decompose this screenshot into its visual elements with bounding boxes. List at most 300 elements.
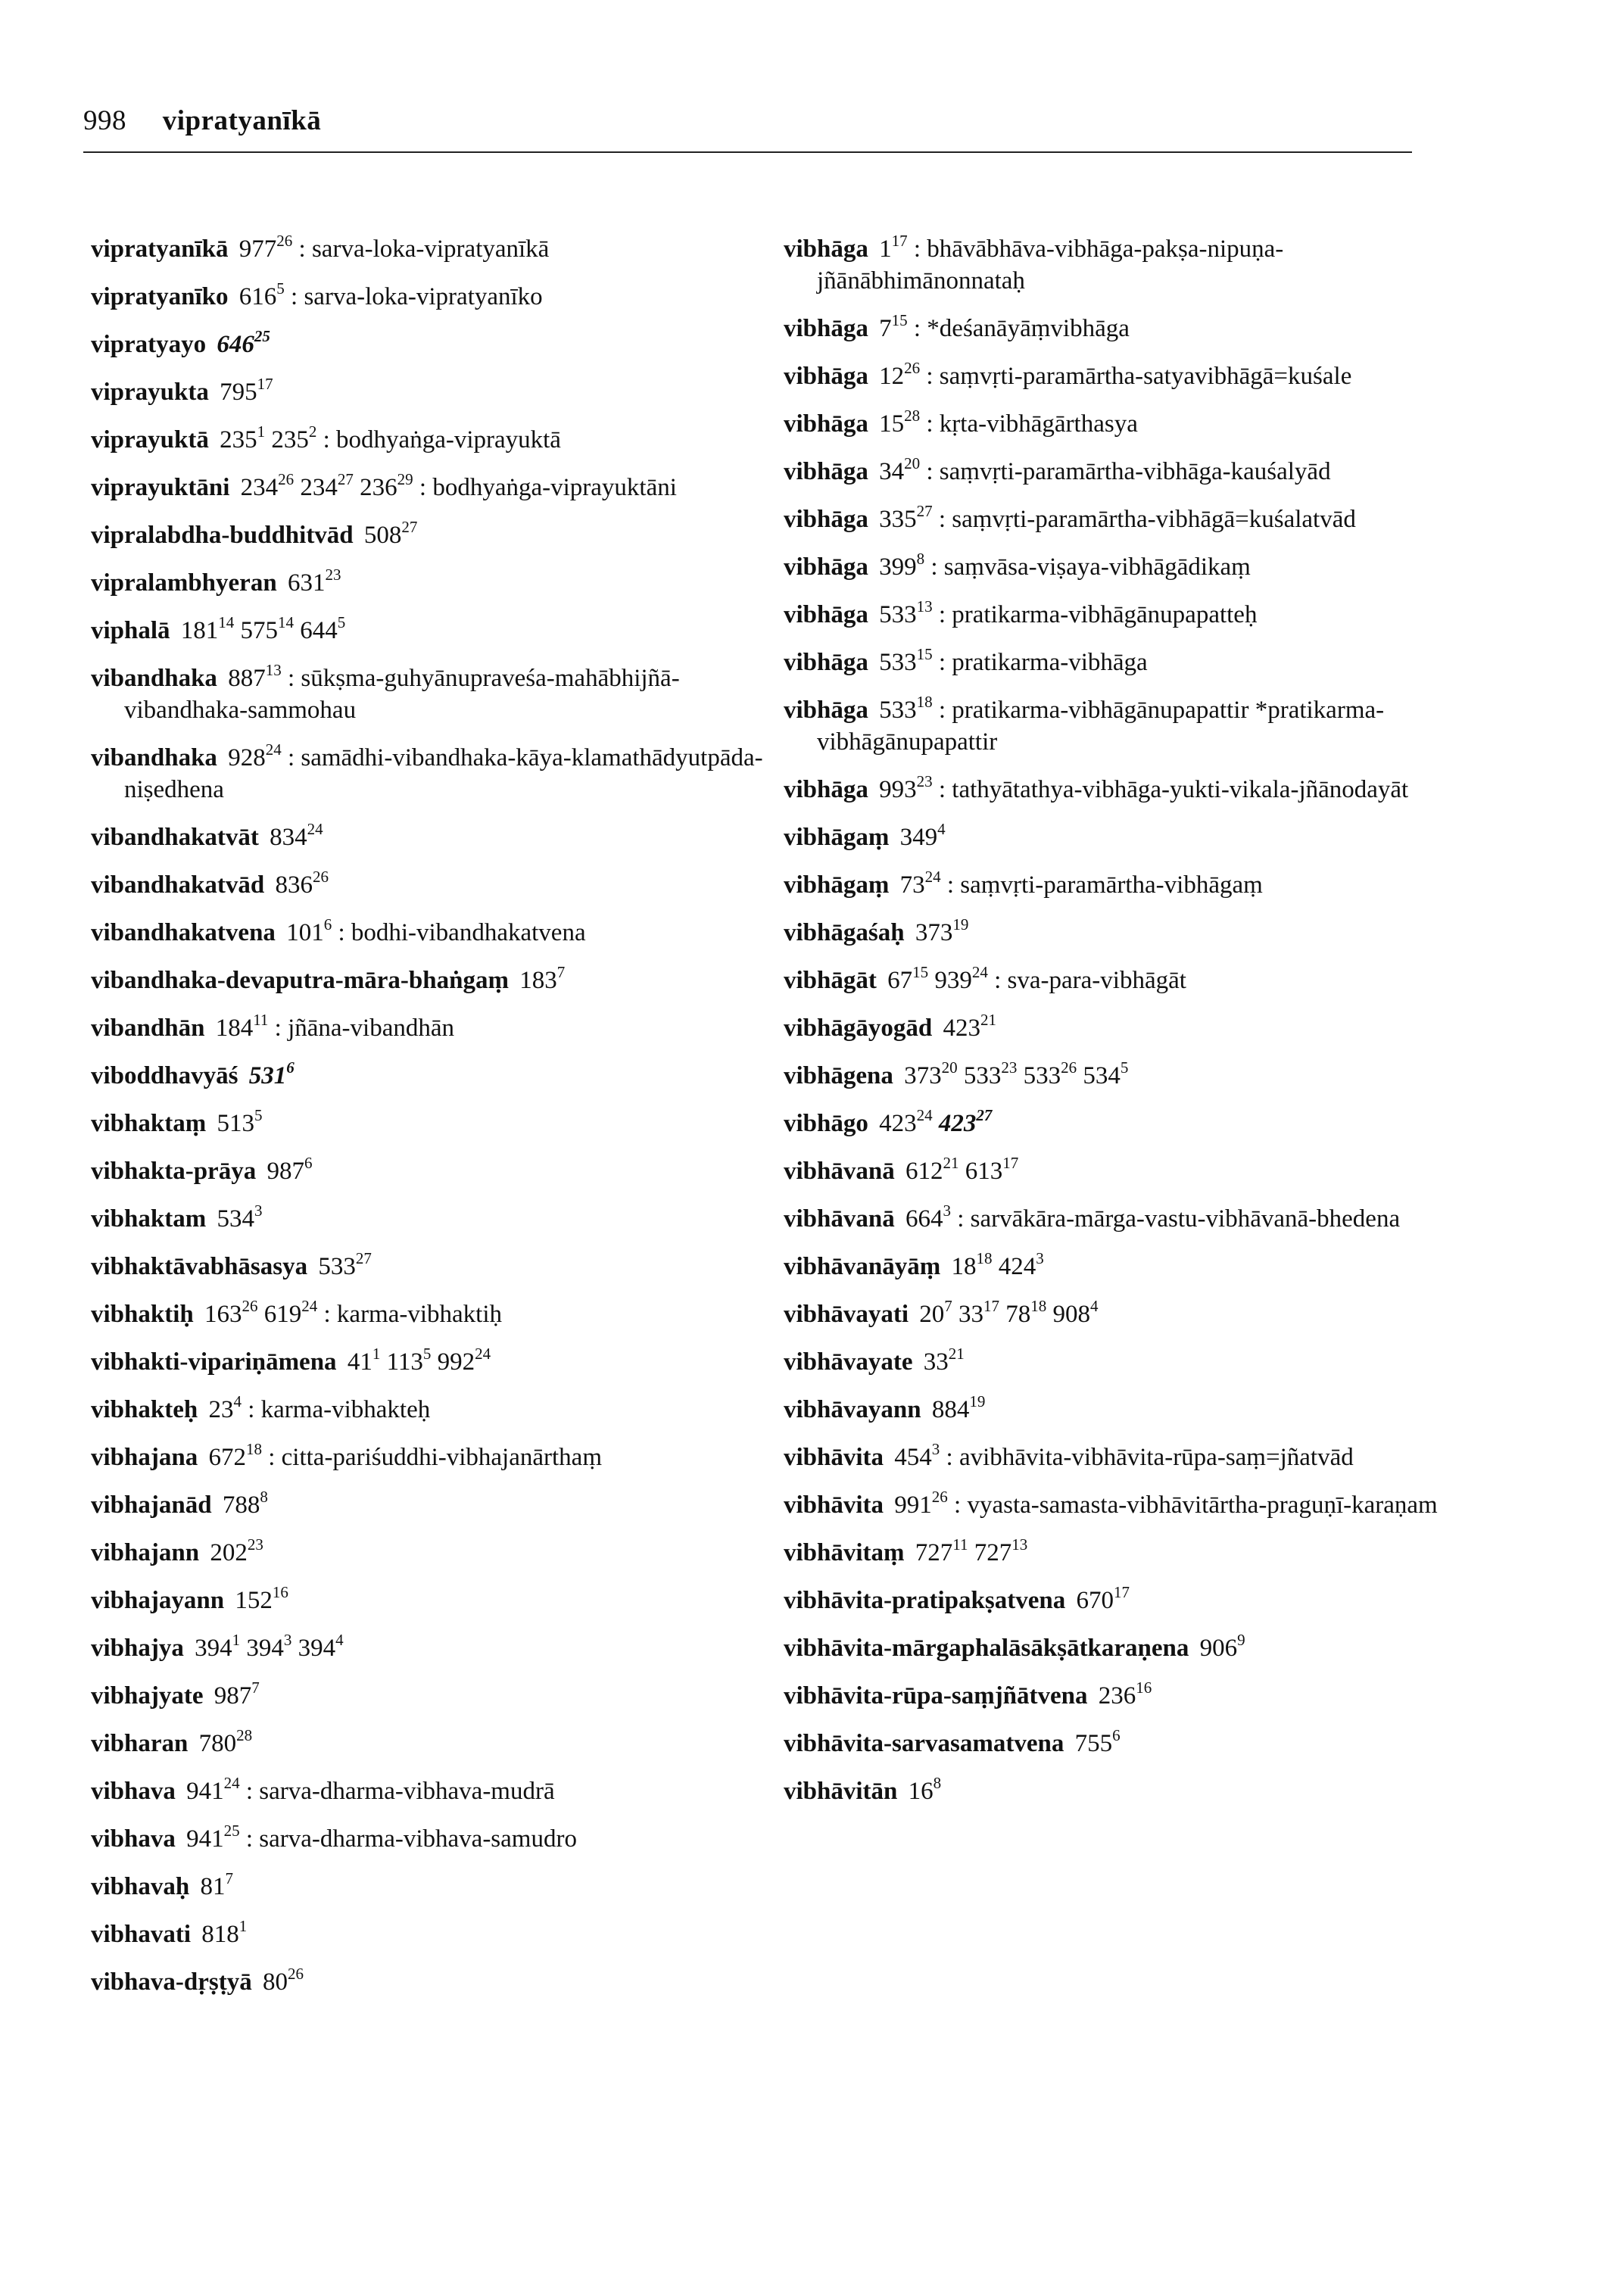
gloss: vyasta-samasta-vibhāvitārtha-praguṇī-karaṇam [967, 1491, 1438, 1519]
headword: vibhaktiḥ [91, 1301, 194, 1328]
reference [879, 772, 933, 803]
references [222, 661, 282, 692]
headword: vibhavaḥ [91, 1873, 190, 1900]
reference [899, 868, 941, 899]
index-entry: vibhāvita $991^{26}$ : vyasta-samasta-vibhāvitārtha-praguṇī-karaṇam [784, 1488, 1438, 1519]
reference-page: 101 [286, 919, 324, 946]
references [926, 1392, 986, 1423]
references [195, 1917, 248, 1948]
gloss: samādhi-vibandhaka-kāya-klamathādyutpāda-niṣedhena [124, 744, 763, 803]
reference [919, 1297, 952, 1328]
gloss: bodhi-vibandhakatvena [351, 919, 586, 946]
reference [208, 1392, 242, 1423]
references [233, 232, 293, 263]
reference-line: 26 [904, 359, 921, 377]
references [873, 645, 933, 676]
headword: vibhāvita-mārgaphalāsākṣātkaraṇena [784, 1635, 1189, 1662]
references [873, 502, 933, 533]
reference [215, 1011, 269, 1042]
references [909, 915, 969, 946]
reference-line: 27 [337, 470, 354, 488]
index-entry [91, 1489, 803, 1521]
index-entry [91, 1585, 803, 1616]
gloss: kṛta-vibhāgārthasya [939, 410, 1138, 438]
reference [238, 232, 293, 263]
headword: vibhāvita-rūpa-saṃjñātvena [784, 1682, 1088, 1710]
reference [363, 518, 418, 549]
headword: vibhava [91, 1825, 176, 1853]
reference-line: 24 [265, 740, 282, 759]
references [873, 311, 908, 342]
headword: viboddhavyāś [91, 1062, 238, 1089]
reference-page: 73 [899, 871, 925, 899]
references [192, 1726, 253, 1757]
reference-page: 23 [208, 1396, 234, 1423]
reference-line: 5 [276, 279, 285, 298]
reference [915, 1535, 968, 1566]
reference-page: 1 [879, 235, 892, 263]
references [873, 772, 933, 803]
headword: vibhāvitān [784, 1778, 898, 1805]
reference-line: 9 [1237, 1631, 1245, 1649]
gloss: sarvākāra-mārga-vastu-vibhāvanā-bhedena [970, 1205, 1401, 1233]
reference-page: 234 [240, 474, 279, 501]
index-entry: vibhāga $15^{28}$ : kṛta-vibhāgārthasya [784, 407, 1138, 438]
index-entry [784, 1394, 1465, 1426]
reference-line: 6 [323, 915, 332, 933]
headword: vibhāga [784, 697, 868, 724]
reference [220, 375, 273, 406]
reference-line: 6 [1112, 1726, 1121, 1744]
reference-page: 795 [220, 379, 257, 406]
index-entry [784, 1585, 1465, 1616]
reference-page: 67 [887, 967, 913, 994]
references [217, 1488, 268, 1519]
reference-line: 20 [904, 454, 921, 472]
reference-page: 399 [879, 553, 917, 581]
index-entry: vipratyanīkā $977^{26}$ : sarva-loka-vipratyanīkā [91, 232, 550, 263]
gloss: saṃvṛti-paramārtha-satyavibhāgā=kuśale [939, 363, 1352, 390]
references [873, 454, 921, 485]
reference [934, 963, 988, 994]
headword: vibhāvita [784, 1491, 884, 1519]
headword: viprayuktāni [91, 474, 230, 501]
reference-page: 612 [905, 1158, 943, 1185]
reference [894, 1440, 940, 1471]
references [180, 1822, 240, 1853]
headword: vibhāvanā [784, 1205, 895, 1233]
reference [201, 1917, 248, 1948]
reference-line: 7 [556, 963, 566, 981]
gloss: sarva-loka-vipratyanīko [304, 283, 543, 310]
reference [198, 1726, 253, 1757]
headword: vibhāga [784, 458, 868, 485]
headword: vibandhakatvena [91, 919, 276, 946]
reference [1083, 1058, 1129, 1089]
index-entry: viprayuktā $235^1$ $235^2$ : bodhyaṅga-viprayuktā [91, 422, 561, 454]
reference [240, 613, 295, 644]
gloss: sarva-dharma-vibhava-mudrā [259, 1778, 555, 1805]
reference-page: 184 [215, 1015, 254, 1042]
headword: vibandhaka-devaputra-māra-bhaṅgaṃ [91, 967, 509, 994]
reference-line: 28 [236, 1726, 253, 1744]
headword: vibhāgaṃ [784, 871, 890, 899]
reference [200, 1869, 233, 1900]
reference-page: 977 [238, 235, 277, 263]
reference-line: 4 [937, 820, 946, 838]
references [873, 407, 921, 438]
headword: vibhaktam [91, 1205, 207, 1233]
references [902, 1774, 942, 1805]
reference [879, 645, 933, 676]
reference [1005, 1297, 1047, 1328]
reference-page: 646 [217, 331, 254, 358]
reference-page: 534 [217, 1205, 254, 1233]
reference-page: 727 [974, 1539, 1012, 1566]
reference-line: 8 [260, 1488, 268, 1506]
headword: vibhāgaṃ [784, 824, 890, 851]
reference-page: 887 [228, 665, 266, 692]
reference-page: 235 [220, 426, 257, 454]
reference-page: 533 [879, 601, 917, 628]
reference-page: 373 [904, 1062, 942, 1089]
references [893, 820, 946, 851]
index-entry: vibhāvita $454^3$ : avibhāvita-vibhāvita-rūpa-saṃ=jñatvād [784, 1440, 1354, 1471]
reference [1052, 1297, 1099, 1328]
reference [267, 1154, 313, 1185]
references [180, 1774, 240, 1805]
references [873, 550, 925, 581]
reference-page: 18 [951, 1253, 977, 1280]
reference-page: 394 [298, 1635, 336, 1662]
reference [905, 1202, 951, 1233]
gloss: saṃvāsa-viṣaya-vibhāgādikaṃ [943, 553, 1251, 581]
index-entry: vibandhān $184^{11}$ : jñāna-vibandhān [91, 1011, 455, 1042]
headword: viphalā [91, 617, 170, 644]
headword: vibhāvanā [784, 1158, 895, 1185]
reference [951, 1249, 993, 1280]
references [209, 1011, 269, 1042]
headword: vibhavati [91, 1921, 192, 1948]
reference-line: 23 [1001, 1058, 1018, 1077]
references [210, 1202, 263, 1233]
references [257, 1965, 304, 1996]
gloss: sūkṣma-guhyānupraveśa-mahābhijñā-vibandhaka-sammohau [124, 665, 680, 724]
reference-line: 18 [245, 1440, 262, 1458]
reference-line: 24 [916, 1106, 933, 1124]
reference-page: 818 [201, 1921, 239, 1948]
headword: vibhaktāvabhāsasya [91, 1253, 308, 1280]
headword: vibandhakatvāt [91, 824, 259, 851]
reference [879, 232, 908, 263]
reference-line: 17 [1113, 1583, 1130, 1601]
headword: vibhajayann [91, 1587, 225, 1614]
headword: viprayukta [91, 379, 209, 406]
reference-line: 3 [254, 1202, 263, 1220]
index-entry [784, 917, 1465, 949]
reference-line: 24 [475, 1345, 491, 1363]
reference-line: 7 [251, 1678, 260, 1697]
headword: vibhāvanāyāṃ [784, 1253, 941, 1280]
reference-line: 5 [1120, 1058, 1129, 1077]
reference-page: 631 [287, 569, 326, 597]
references [312, 1249, 372, 1280]
reference [904, 1058, 958, 1089]
reference-line: 6 [286, 1058, 295, 1077]
reference-line: 8 [933, 1774, 942, 1792]
reference-line: 15 [912, 963, 929, 981]
reference [943, 1011, 996, 1042]
references [202, 1440, 262, 1471]
reference-page: 941 [186, 1825, 224, 1853]
index-entry: vibhava $941^{24}$ : sarva-dharma-vibhava-mudrā [91, 1774, 555, 1805]
reference-page: 664 [905, 1205, 943, 1233]
index-entry [91, 1203, 803, 1235]
reference-line: 19 [969, 1392, 986, 1410]
reference [210, 1535, 263, 1566]
index-entry [91, 376, 803, 408]
index-entry [784, 1537, 1465, 1569]
reference [1074, 1726, 1121, 1757]
headword: vibandhaka [91, 744, 217, 771]
reference [235, 1583, 288, 1614]
gloss: pratikarma-vibhāgānupapatteḥ [952, 601, 1258, 628]
gloss: pratikarma-vibhāga [952, 649, 1148, 676]
page-title: vipratyanīkā [162, 105, 322, 136]
reference-page: 394 [195, 1635, 232, 1662]
references [513, 963, 566, 994]
index-entry [784, 1155, 1465, 1187]
index-entry: vibhāgāt $67^{15}$ $939^{24}$ : sva-para-vibhāgāt [784, 963, 1186, 994]
reference [1076, 1583, 1130, 1614]
reference-line: 18 [976, 1249, 993, 1267]
references [945, 1249, 1044, 1280]
reference-line: 25 [254, 327, 270, 345]
reference-line: 15 [916, 645, 933, 663]
reference [386, 1345, 432, 1376]
index-entry [91, 329, 803, 360]
headword: vibhāvayate [784, 1348, 913, 1376]
reference-page: 349 [899, 824, 938, 851]
reference-page: 533 [963, 1062, 1002, 1089]
reference-page: 834 [270, 824, 307, 851]
headword: vibandhān [91, 1015, 205, 1042]
reference [270, 820, 323, 851]
index-entry [91, 1251, 803, 1283]
references [899, 1154, 1019, 1185]
gloss: saṃvṛti-paramārtha-vibhāgaṃ [960, 871, 1263, 899]
reference [217, 1106, 263, 1137]
headword: vibhakteḥ [91, 1396, 198, 1423]
reference-line: 13 [265, 661, 282, 679]
headword: vibhajya [91, 1635, 184, 1662]
headword: vibhāga [784, 649, 868, 676]
references [1093, 1678, 1152, 1710]
reference [222, 1488, 268, 1519]
index-entry: viprayuktāni $234^{26}$ $234^{27}$ $236^{29}$ : bodhyaṅga-viprayuktāni [91, 470, 677, 501]
reference [887, 963, 929, 994]
reference-line: 4 [233, 1392, 242, 1410]
reference-page: 575 [240, 617, 279, 644]
reference [180, 613, 235, 644]
headword: vibhajyate [91, 1682, 204, 1710]
index-entry [91, 1632, 803, 1664]
reference-line: 17 [257, 375, 273, 393]
reference-line: 3 [1036, 1249, 1044, 1267]
references [913, 1297, 1099, 1328]
reference-line: 1 [372, 1345, 381, 1363]
index-entry: vibhāga $533^{13}$ : pratikarma-vibhāgānupapatteḥ [784, 597, 1258, 628]
headword: vibhāga [784, 776, 868, 803]
index-entry [784, 1060, 1465, 1092]
reference-line: 17 [891, 232, 908, 250]
headword: vibhajann [91, 1539, 200, 1566]
reference-page: 928 [228, 744, 266, 771]
index-entry [784, 1680, 1465, 1712]
reference-page: 424 [998, 1253, 1036, 1280]
references [280, 915, 332, 946]
reference-line: 24 [301, 1297, 318, 1315]
reference [908, 1774, 942, 1805]
reference-line: 24 [223, 1774, 240, 1792]
references [269, 868, 329, 899]
headword: vibhāga [784, 235, 868, 263]
reference-page: 755 [1074, 1730, 1113, 1757]
headword: vibandhakatvād [91, 871, 265, 899]
headword: vibhāgāt [784, 967, 877, 994]
reference [959, 1297, 1000, 1328]
reference [905, 1154, 959, 1185]
reference-page: 81 [200, 1873, 226, 1900]
reference-line: 24 [307, 820, 323, 838]
headword: vibhava [91, 1778, 176, 1805]
reference-line: 26 [1061, 1058, 1077, 1077]
reference [879, 359, 921, 390]
headword: vibhāgāyogād [784, 1015, 933, 1042]
reference [246, 1631, 292, 1662]
references [1070, 1583, 1130, 1614]
references [899, 1202, 951, 1233]
reference-line: 21 [980, 1011, 996, 1029]
index-entry: vibhāga $533^{18}$ : pratikarma-vibhāgānupapattir *pratikarma-vibhāgānupapattir [784, 693, 1385, 756]
reference [899, 820, 946, 851]
headword: vibhakta-prāya [91, 1158, 257, 1185]
gloss: saṃvṛti-paramārtha-vibhāgā=kuśalatvād [952, 506, 1356, 533]
headword: vibhava-dṛṣṭyā [91, 1968, 252, 1996]
reference-page: 20 [919, 1301, 945, 1328]
reference [965, 1154, 1019, 1185]
reference [879, 502, 933, 533]
references [937, 1011, 996, 1042]
reference [214, 1678, 260, 1710]
references [888, 1488, 948, 1519]
references [873, 597, 933, 628]
page-number: 998 [83, 105, 126, 136]
reference-page: 236 [360, 474, 397, 501]
reference-page: 991 [894, 1491, 932, 1519]
reference-line: 26 [287, 1965, 304, 1983]
headword: vibhāga [784, 315, 868, 342]
reference-page: 16 [908, 1778, 934, 1805]
index-entry: vibhāga $7^{15}$ : *deśanāyāṃvibhāga [784, 311, 1130, 342]
reference [248, 1058, 295, 1089]
references [282, 566, 341, 597]
reference-page: 619 [263, 1301, 302, 1328]
reference [287, 566, 341, 597]
references [214, 422, 317, 454]
reference-line: 17 [983, 1297, 1000, 1315]
reference [879, 454, 921, 485]
reference-line: 13 [1011, 1535, 1028, 1554]
reference-line: 24 [924, 868, 941, 886]
reference-page: 884 [931, 1396, 970, 1423]
reference-line: 26 [242, 1297, 258, 1315]
reference [186, 1774, 240, 1805]
reference-page: 534 [1083, 1062, 1121, 1089]
references [873, 693, 933, 724]
headword: vibhāga [784, 410, 868, 438]
reference-page: 454 [894, 1444, 932, 1471]
reference [879, 550, 925, 581]
reference-line: 23 [916, 772, 933, 790]
reference-page: 939 [934, 967, 972, 994]
reference-line: 4 [1090, 1297, 1099, 1315]
index-entry [784, 1298, 1465, 1330]
headword: vipralambhyeran [91, 569, 277, 597]
reference-line: 23 [325, 566, 341, 584]
references [263, 820, 323, 851]
reference [894, 1488, 948, 1519]
reference-page: 33 [923, 1348, 949, 1376]
gloss: citta-pariśuddhi-vibhajanārthaṃ [281, 1444, 602, 1471]
references [1193, 1631, 1245, 1662]
index-entry: vibhāga $1^{17}$ : bhāvābhāva-vibhāga-pakṣa-nipuṇa-jñānābhimānonnataḥ [784, 232, 1284, 295]
gloss: bodhyaṅga-viprayuktāni [432, 474, 677, 501]
reference-line: 28 [904, 407, 921, 425]
references [341, 1345, 491, 1376]
reference-line: 5 [337, 613, 346, 631]
reference [263, 1297, 318, 1328]
references [222, 740, 282, 771]
reference-page: 113 [386, 1348, 423, 1376]
reference-line: 8 [916, 550, 925, 568]
index-entry [91, 1108, 803, 1139]
index-entry: vibhāvanā $664^3$ : sarvākāra-mārga-vastu-vibhāvanā-bhedena [784, 1202, 1401, 1233]
gloss: bodhyaṅga-viprayuktā [336, 426, 561, 454]
reference-page: 987 [214, 1682, 252, 1710]
reference-page: 183 [519, 967, 557, 994]
references [1068, 1726, 1121, 1757]
reference [286, 915, 332, 946]
references [208, 1678, 260, 1710]
reference-page: 181 [180, 617, 219, 644]
gloss: karma-vibhaktiḥ [336, 1301, 503, 1328]
index-entry [91, 1966, 803, 1998]
reference [1098, 1678, 1152, 1710]
index-entry: vibhajana $672^{18}$ : citta-pariśuddhi-vibhajanārthaṃ [91, 1440, 602, 1471]
reference-page: 906 [1199, 1635, 1238, 1662]
reference-line: 3 [931, 1440, 940, 1458]
headword: vibhāvita-sarvasamatvena [784, 1730, 1064, 1757]
references [204, 1535, 263, 1566]
reference-page: 235 [271, 426, 309, 454]
headword: vibhāvayati [784, 1301, 909, 1328]
index-entry [91, 869, 803, 901]
index-entry [91, 1680, 803, 1712]
reference [275, 868, 329, 899]
reference-line: 14 [278, 613, 295, 631]
index-entry: vipratyanīko $616^5$ : sarva-loka-vipratyanīko [91, 279, 543, 310]
